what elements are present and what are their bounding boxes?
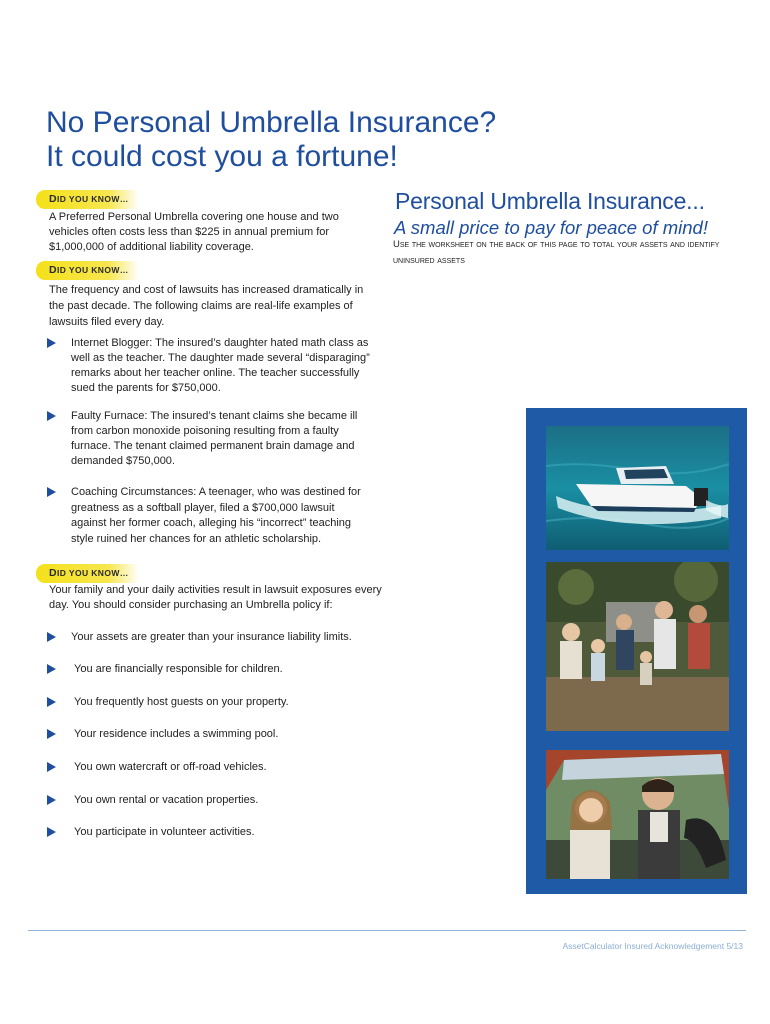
- claim-item: Internet Blogger: The insured’s daughter hated math class as well as the teacher. The daughter made several “disparaging” remarks about her teacher online. The teacher successfully sued the parents for $750,000.: [71, 337, 370, 394]
- page-title-line-1: No Personal Umbrella Insurance?: [46, 106, 497, 139]
- car-couple-photo: [546, 750, 729, 879]
- criteria-item: You frequently host guests on your property.: [74, 696, 289, 708]
- dyk-initial: D: [49, 264, 57, 276]
- bullet-arrow-icon: [47, 729, 56, 739]
- bullet-arrow-icon: [47, 795, 56, 805]
- criteria-item: You own watercraft or off-road vehicles.: [74, 761, 267, 773]
- dyk-initial: D: [49, 567, 57, 579]
- right-subheading: A small price to pay for peace of mind!: [394, 217, 708, 238]
- family-photo: [546, 562, 729, 731]
- criteria-item: You participate in volunteer activities.: [74, 826, 255, 838]
- bullet-arrow-icon: [47, 632, 56, 642]
- bullet-arrow-icon: [47, 411, 56, 421]
- photo-panel: [526, 408, 747, 894]
- worksheet-note: Use the worksheet on the back of this page to total your assets and identify uninsured assets: [393, 239, 720, 266]
- boat-photo: [546, 426, 729, 550]
- dyk-rest: ID YOU KNOW…: [56, 265, 129, 275]
- claim-item: Coaching Circumstances: A teenager, who was destined for greatness as a softball player, filed a $700,000 lawsuit against her former coach, alleging his “incorrect” teaching style ruined her chances for an athletic scholarship.: [71, 486, 361, 545]
- section1-text: A Preferred Personal Umbrella covering one house and two vehicles often costs less than $225 in annual premium for $1,000,000 of additional liability coverage.: [49, 211, 339, 253]
- section3-intro: Your family and your daily activities result in lawsuit exposures every day. You should consider purchasing an Umbrella policy if:: [49, 584, 382, 611]
- bullet-arrow-icon: [47, 664, 56, 674]
- bullet-arrow-icon: [47, 697, 56, 707]
- criteria-item: You own rental or vacation properties.: [74, 794, 259, 806]
- did-you-know-label-1: [36, 190, 139, 209]
- did-you-know-label-2: [36, 261, 139, 280]
- page-title: [46, 106, 496, 174]
- right-heading: Personal Umbrella Insurance...: [395, 188, 705, 214]
- bullet-arrow-icon: [47, 338, 56, 348]
- dyk-rest: ID YOU KNOW…: [56, 194, 129, 204]
- bullet-arrow-icon: [47, 762, 56, 772]
- bullet-arrow-icon: [47, 487, 56, 497]
- dyk-rest: ID YOU KNOW…: [56, 568, 129, 578]
- criteria-item: Your assets are greater than your insurance liability limits.: [71, 631, 352, 643]
- bullet-arrow-icon: [47, 827, 56, 837]
- footer-text: AssetCalculator Insured Acknowledgement 5/13: [562, 941, 743, 951]
- criteria-item: Your residence includes a swimming pool.: [74, 728, 279, 740]
- dyk-initial: D: [49, 193, 57, 205]
- footer-divider: [28, 930, 746, 931]
- did-you-know-label-3: [36, 564, 139, 583]
- page-title-line-2: It could cost you a fortune!: [46, 140, 398, 173]
- claim-item: Faulty Furnace: The insured’s tenant claims she became ill from carbon monoxide poisoning resulting from a faulty furnace. The tenant claimed permanent brain damage and demanded $750,000.: [71, 410, 358, 467]
- criteria-item: You are financially responsible for children.: [74, 663, 283, 675]
- section2-intro: The frequency and cost of lawsuits has increased dramatically in the past decade. The following claims are real-life examples of lawsuits filed every day.: [49, 284, 364, 328]
